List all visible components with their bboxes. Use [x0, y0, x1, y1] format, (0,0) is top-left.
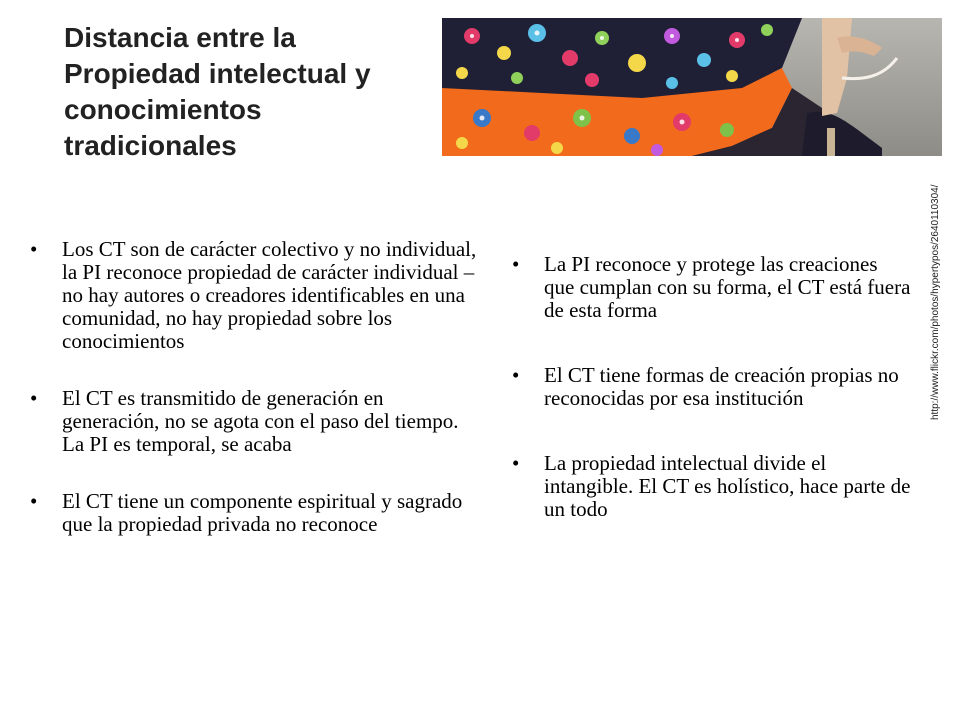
left-bullet-list	[30, 238, 480, 536]
list-item	[512, 452, 912, 521]
list-item	[512, 253, 912, 322]
photo-credit: http://www.flickr.com/photos/hypertypos/2640110304/	[930, 184, 941, 420]
bullet-icon: •	[30, 237, 38, 261]
title-line: tradicionales	[64, 130, 237, 161]
bullet-text: El CT tiene un componente espiritual y sagrado que la propiedad privada no reconoce	[62, 489, 463, 536]
title-line: conocimientos	[64, 94, 262, 125]
bullet-text: La PI reconoce y protege las creaciones que cumplan con su forma, el CT está fuera de esta forma	[544, 252, 911, 322]
slide-title	[64, 20, 434, 164]
list-item	[30, 387, 480, 456]
bullet-text: Los CT son de carácter colectivo y no individual, la PI reconoce propiedad de carácter individual – no hay autores o creadores identificables en una comunidad, no hay propiedad sobre los conocimientos	[62, 237, 477, 353]
bullet-icon: •	[512, 451, 520, 475]
bullet-text: La propiedad intelectual divide el intangible. El CT es holístico, hace parte de un todo	[544, 451, 911, 521]
embroidered-skirt-photo	[442, 18, 942, 156]
bullet-icon: •	[512, 252, 520, 276]
right-bullet-list	[512, 253, 912, 521]
title-line: Propiedad intelectual y	[64, 58, 371, 89]
list-item	[30, 238, 480, 353]
bullet-text: El CT tiene formas de creación propias no reconocidas por esa institución	[544, 363, 899, 410]
bullet-icon: •	[30, 386, 38, 410]
title-line: Distancia entre la	[64, 22, 296, 53]
bullet-icon: •	[512, 363, 520, 387]
list-item	[512, 364, 912, 410]
bullet-icon: •	[30, 489, 38, 513]
bullet-text: El CT es transmitido de generación en generación, no se agota con el paso del tiempo. La PI es temporal, se acaba	[62, 386, 459, 456]
skirt-illustration	[442, 18, 942, 156]
list-item	[30, 490, 480, 536]
